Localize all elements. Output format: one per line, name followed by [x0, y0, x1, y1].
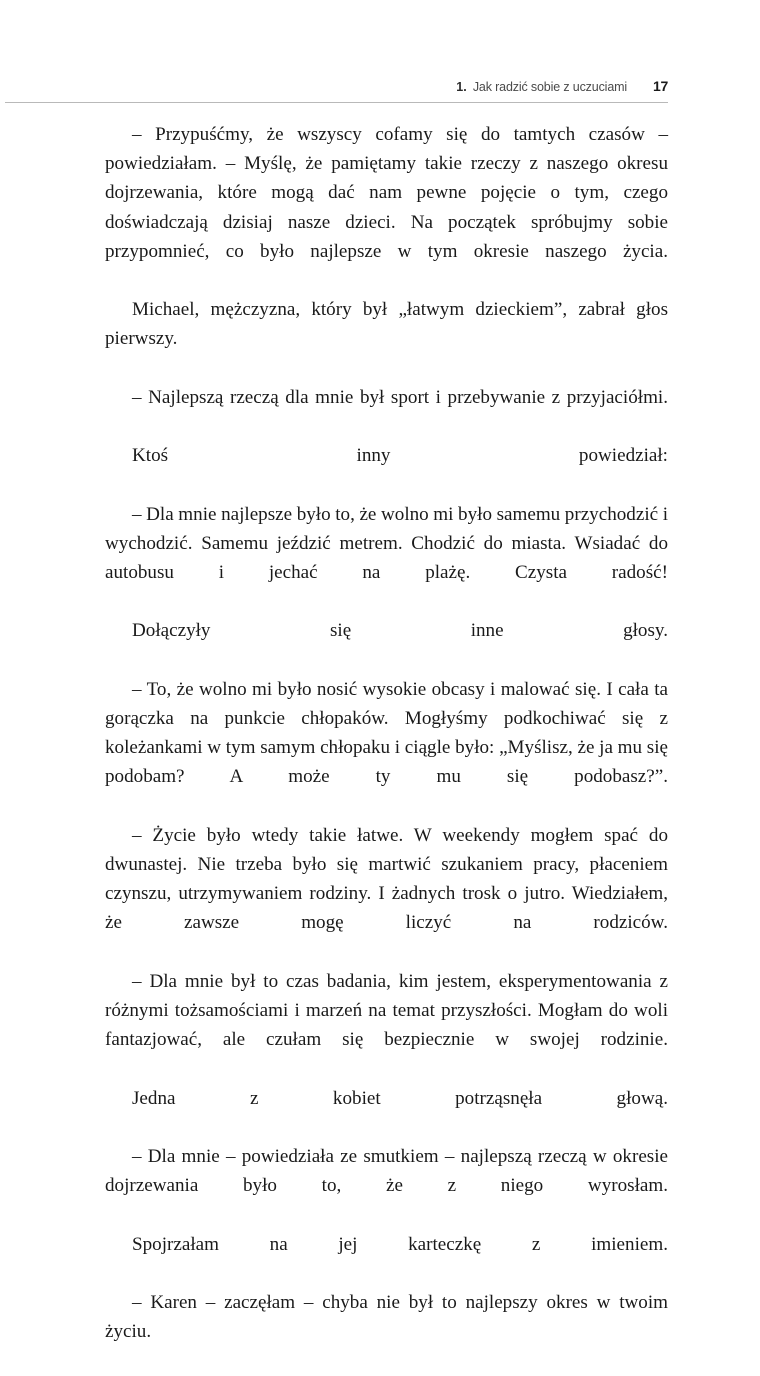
body-paragraph: Ktoś inny powiedział: — [132, 445, 668, 467]
header-text-group — [456, 78, 668, 94]
chapter-number: 1. — [456, 80, 467, 94]
body-paragraph: Spojrzałam na jej karteczkę z imieniem. — [132, 1233, 668, 1255]
body-paragraph: – To, że wolno mi było nosić wysokie obcasy i malować się. I cała ta gorączka na punkcie chłopaków. Mogłyśmy podkochiwać się z koleżankami w tym samym chłopaku i ciągle było: „Myślisz, że ja mu się podobam? A może ty mu się podobasz?”. — [105, 678, 668, 788]
body-paragraph: Dołączyły się inne głosy. — [132, 620, 668, 642]
body-paragraph: – Dla mnie – powiedziała ze smutkiem – najlepszą rzeczą w okresie dojrzewania było to, że z niego wyrosłam. — [105, 1146, 668, 1197]
body-paragraph: – Przypuśćmy, że wszyscy cofamy się do tamtych czasów – powiedziałam. – Myślę, że pamiętamy takie rzeczy z naszego okresu dojrzewania, które mogą dać nam pewne pojęcie o tym, czego doświadczają dzisiaj nasze dzieci. Na początek spróbujmy sobie przypomnieć, co było najlepsze w tym okresie naszego życia. — [105, 124, 668, 262]
body-paragraph: Michael, mężczyzna, który był „łatwym dzieckiem”, zabrał głos pierwszy. — [105, 299, 668, 350]
body-paragraph: – Najlepszą rzeczą dla mnie był sport i przebywanie z przyjaciółmi. — [132, 386, 668, 408]
body-paragraph: – Życie było wtedy takie łatwe. W weekendy mogłem spać do dwunastej. Nie trzeba było się martwić szukaniem pracy, płaceniem czynszu, utrzymywaniem rodziny. I żadnych trosk o jutro. Wiedziałem, że zawsze mogę liczyć na rodziców. — [105, 824, 668, 934]
page-number: 17 — [653, 78, 668, 94]
chapter-title: Jak radzić sobie z uczuciami — [472, 80, 628, 94]
running-header — [0, 78, 760, 112]
body-text-block — [105, 120, 668, 1376]
body-paragraph: – Karen – zaczęłam – chyba nie był to najlepszy okres w twoim życiu. — [105, 1292, 668, 1343]
header-divider-rule — [5, 102, 668, 103]
body-paragraph: Jedna z kobiet potrząsnęła głową. — [132, 1087, 668, 1109]
body-paragraph: – Dla mnie był to czas badania, kim jestem, eksperymentowania z różnymi tożsamościami i marzeń na temat przyszłości. Mogłam do woli fantazjować, ale czułam się bezpiecznie w swojej rodzinie. — [105, 970, 668, 1051]
body-paragraph: – Dla mnie najlepsze było to, że wolno mi było samemu przychodzić i wychodzić. Samemu jeździć metrem. Chodzić do miasta. Wsiadać do autobusu i jechać na plażę. Czysta radość! — [105, 503, 668, 584]
